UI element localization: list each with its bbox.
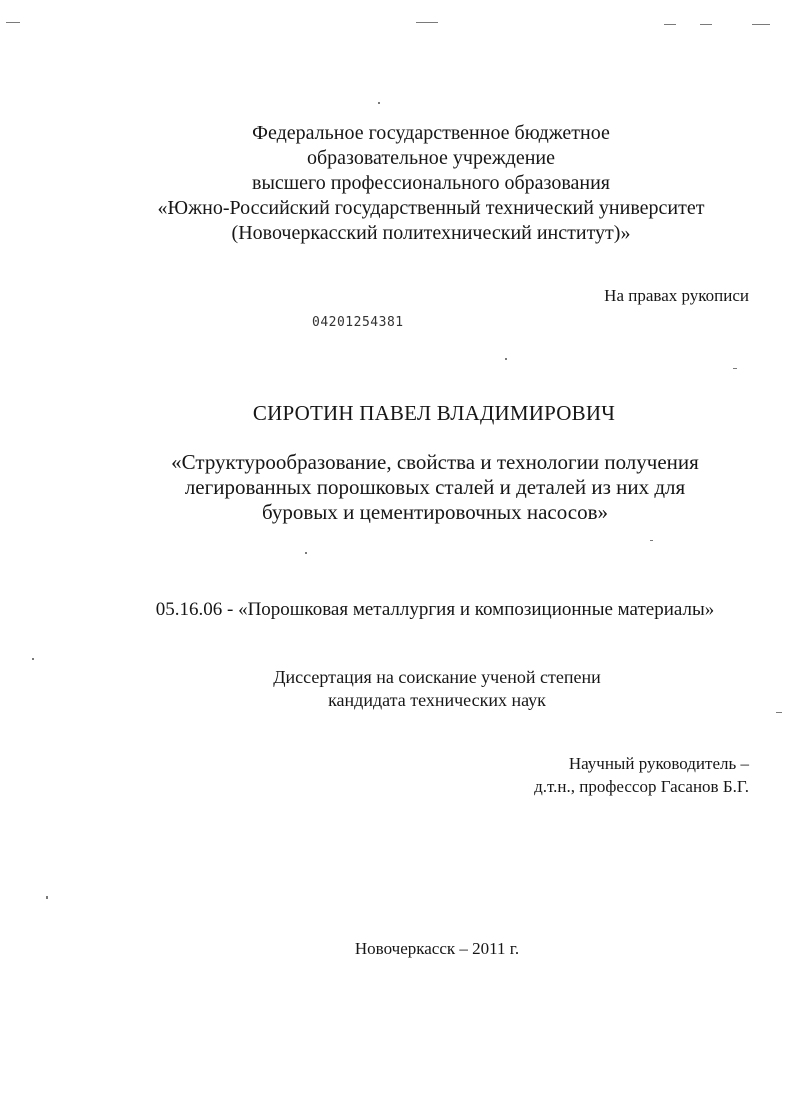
degree-block xyxy=(39,666,796,712)
scan-artifact-mark xyxy=(733,368,737,369)
author-name: СИРОТИН ПАВЕЛ ВЛАДИМИРОВИЧ xyxy=(252,401,616,425)
document-number: 04201254381 xyxy=(312,315,404,330)
supervisor-line: Научный руководитель – xyxy=(568,754,749,773)
degree-line: Диссертация на соискание ученой степени xyxy=(273,667,601,687)
institution-line: «Южно-Российский государственный технический университет xyxy=(157,197,705,219)
scan-artifact-mark xyxy=(46,896,48,899)
scan-artifact-mark xyxy=(32,658,34,660)
scan-artifact-mark xyxy=(664,24,676,25)
institution-line: (Новочеркасский политехнический институт)» xyxy=(231,222,631,244)
institution-line: Федеральное государственное бюджетное xyxy=(252,122,610,144)
scan-artifact-mark xyxy=(650,540,653,541)
scan-artifact-mark xyxy=(378,102,380,104)
scan-artifact-mark xyxy=(505,358,507,360)
specialty-code: 05.16.06 - «Порошковая металлургия и композиционные материалы» xyxy=(155,599,715,620)
title-line: легированных порошковых сталей и деталей из них для xyxy=(184,475,686,499)
title-line: «Структурообразование, свойства и технологии получения xyxy=(171,450,699,474)
manuscript-note: На правах рукописи xyxy=(604,286,749,305)
scan-artifact-mark xyxy=(305,552,307,554)
degree-line: кандидата технических наук xyxy=(328,690,546,710)
supervisor-line: д.т.н., профессор Гасанов Б.Г. xyxy=(534,777,749,796)
scan-artifact-mark xyxy=(6,22,20,23)
scan-artifact-mark xyxy=(752,24,770,25)
city-year: Новочеркасск – 2011 г. xyxy=(354,939,520,958)
institution-line: высшего профессионального образования xyxy=(252,172,610,194)
supervisor-block xyxy=(534,752,749,798)
dissertation-title xyxy=(37,450,796,525)
scan-artifact-mark xyxy=(776,712,782,713)
institution-block xyxy=(33,121,796,246)
title-line: буровых и цементировочных насосов» xyxy=(262,500,608,524)
scan-artifact-mark xyxy=(416,22,438,23)
scan-artifact-mark xyxy=(700,24,712,25)
institution-line: образовательное учреждение xyxy=(306,147,555,169)
